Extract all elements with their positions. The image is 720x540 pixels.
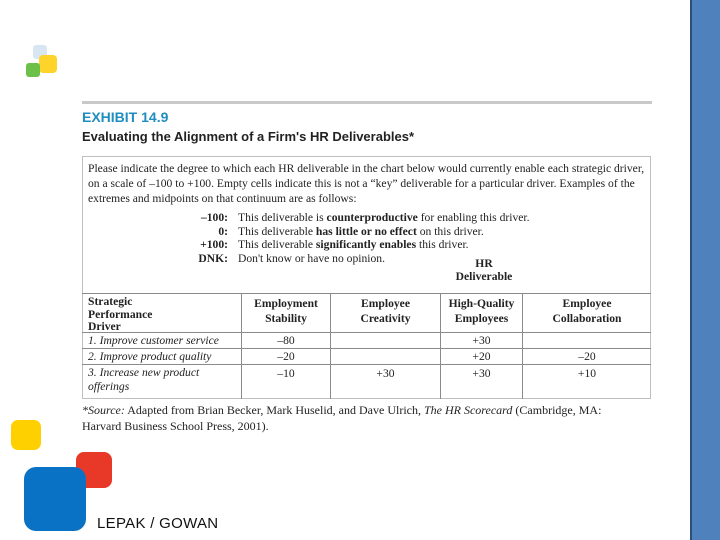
strategic-driver-header: Strategic Performance Driver xyxy=(88,295,153,333)
scale-row xyxy=(88,238,530,252)
source-note: *Source: Adapted from Brian Becker, Mark Huselid, and Dave Ulrich, The HR Scorecard (Cambridge, MA: Harvard Business School Press, 2001). xyxy=(82,403,602,433)
row-label: 2. Improve product quality xyxy=(88,350,212,363)
right-sidebar-bar xyxy=(690,0,720,540)
exhibit-number: EXHIBIT 14.9 xyxy=(82,109,169,125)
table-cell: +20 xyxy=(472,350,491,363)
exhibit-divider xyxy=(82,101,652,104)
decor-square-blue xyxy=(24,467,86,531)
decor-square-yellow xyxy=(11,420,41,450)
table-rule xyxy=(82,332,651,333)
scale-row xyxy=(88,225,530,239)
table-rule xyxy=(82,348,651,349)
decor-square-yellow-small xyxy=(39,55,57,73)
scale-key: +100: xyxy=(200,238,228,251)
scale-desc: This deliverable significantly enables this driver. xyxy=(238,238,469,251)
table-cell: –20 xyxy=(277,350,295,363)
scale-key: –100: xyxy=(200,211,228,224)
table-rule xyxy=(82,293,651,294)
scale-key: 0: xyxy=(218,224,228,238)
column-header: Employment Stability xyxy=(254,297,318,325)
footer-authors: LEPAK / GOWAN xyxy=(97,515,219,532)
column-header: High-Quality Employees xyxy=(448,297,515,325)
scale-desc: This deliverable is counterproductive for enabling this driver. xyxy=(238,211,530,224)
table-cell: –20 xyxy=(578,350,596,363)
scale-row xyxy=(88,211,530,225)
table-cell: +10 xyxy=(577,367,597,380)
hr-deliverable-header: HR Deliverable xyxy=(455,257,513,283)
column-header: Employee Creativity xyxy=(360,297,411,325)
column-header: Employee Collaboration xyxy=(552,297,622,325)
table-cell: +30 xyxy=(472,367,491,380)
row-label: 3. Increase new product offerings xyxy=(88,366,200,393)
row-label: 1. Improve customer service xyxy=(88,334,219,347)
scale-desc: This deliverable has little or no effect on this driver. xyxy=(238,224,484,238)
intro-text: Please indicate the degree to which each HR deliverable in the chart below would currently enable each strategic driver, on a scale of –100 to +100. Empty cells indicate this is not a “key” deliverable for a particular driver. Examples of the extremes and midpoints on that continuum are as follows: xyxy=(88,162,645,205)
table-cell: +30 xyxy=(376,367,395,380)
scale-key: DNK: xyxy=(198,251,228,265)
decor-square-green xyxy=(26,63,40,77)
table-cell: +30 xyxy=(472,334,491,347)
scale-desc: Don't know or have no opinion. xyxy=(238,251,385,265)
table-rule xyxy=(82,364,651,365)
table-cell: –80 xyxy=(277,334,295,347)
exhibit-title: Evaluating the Alignment of a Firm's HR Deliverables* xyxy=(82,129,415,144)
table-cell: –10 xyxy=(277,367,295,380)
